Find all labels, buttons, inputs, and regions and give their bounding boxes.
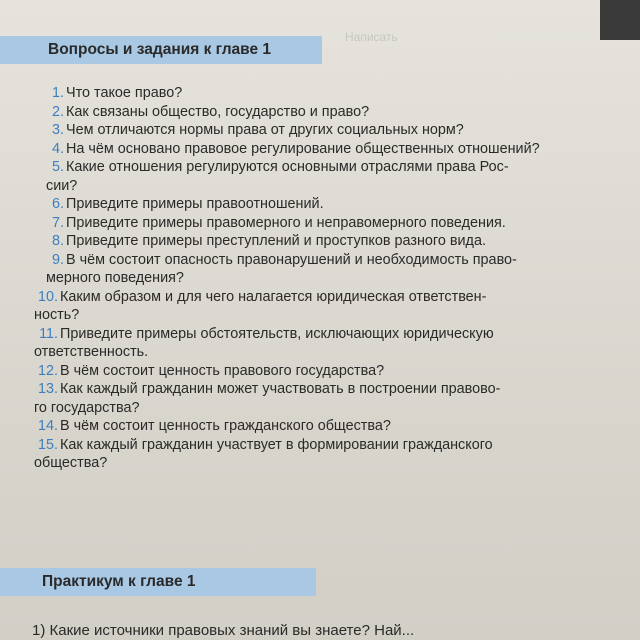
question-item	[0, 325, 640, 344]
question-text-continued: сии?	[46, 177, 78, 194]
question-text: В чём состоит опасность правонарушений и необходимость право-	[66, 251, 517, 268]
question-text: Как каждый гражданин участвует в формировании гражданского	[60, 436, 493, 453]
question-continuation	[0, 306, 640, 325]
question-text: В чём состоит ценность правового государства?	[60, 362, 385, 379]
question-number: 9.	[51, 251, 64, 268]
question-text-continued: ответственность.	[34, 344, 149, 360]
question-text: Как каждый гражданин может участвовать в построении правово-	[60, 381, 501, 397]
question-text: Приведите примеры преступлений и проступков разного вида.	[66, 233, 486, 249]
question-number: 10.	[37, 288, 58, 305]
question-text: Каким образом и для чего налагается юридическая ответствен-	[60, 288, 487, 305]
question-number: 15.	[37, 436, 58, 453]
question-text-continued: мерного поведения?	[46, 270, 184, 286]
question-text-continued: общества?	[34, 455, 108, 471]
question-item	[0, 417, 640, 436]
question-item	[0, 140, 640, 159]
question-text: Приведите примеры правоотношений.	[66, 196, 324, 212]
question-item	[0, 158, 640, 177]
question-text: Приведите примеры правомерного и неправомерного поведения.	[66, 214, 506, 231]
question-number: 13.	[37, 381, 58, 397]
question-text: В чём состоит ценность гражданского общества?	[60, 418, 391, 434]
question-item	[0, 251, 640, 270]
question-item	[0, 103, 640, 122]
question-number: 14.	[37, 418, 58, 434]
question-text-continued: ность?	[34, 307, 80, 323]
question-continuation	[0, 177, 640, 196]
section-header	[0, 36, 322, 64]
question-number: 4.	[51, 140, 64, 157]
section-title: Вопросы и задания к главе 1	[48, 41, 272, 58]
question-number: 2.	[51, 103, 64, 120]
question-item	[0, 436, 640, 455]
question-number: 1.	[51, 85, 64, 101]
question-item	[0, 195, 640, 214]
question-number: 5.	[51, 159, 64, 175]
practicum-header	[0, 568, 316, 596]
question-continuation	[0, 343, 640, 362]
question-text: На чём основано правовое регулирование общественных отношений?	[66, 140, 540, 157]
question-item	[0, 121, 640, 140]
question-continuation	[0, 399, 640, 418]
bleed-through-text: Написать	[345, 30, 398, 44]
practicum-first-task: 1) Какие источники правовых знаний вы знаете? Най...	[32, 622, 415, 639]
question-number: 12.	[37, 362, 58, 379]
question-number: 8.	[51, 233, 64, 249]
question-text: Чем отличаются нормы права от других социальных норм?	[66, 122, 464, 138]
question-item	[0, 232, 640, 251]
question-text-continued: го государства?	[34, 399, 140, 416]
question-continuation	[0, 269, 640, 288]
book-edge	[600, 0, 640, 40]
question-number: 3.	[51, 122, 64, 138]
question-item	[0, 362, 640, 381]
question-text: Какие отношения регулируются основными отраслями права Рос-	[66, 159, 509, 175]
question-continuation	[0, 454, 640, 473]
question-text: Как связаны общество, государство и право?	[66, 103, 370, 120]
question-item	[0, 214, 640, 233]
question-number: 7.	[51, 214, 64, 231]
question-item	[0, 380, 640, 399]
question-number: 6.	[51, 196, 64, 212]
question-item	[0, 288, 640, 307]
question-item	[0, 84, 640, 103]
question-number: 11.	[39, 325, 58, 342]
questions-list	[0, 84, 640, 473]
question-text: Приведите примеры обстоятельств, исключающих юридическую	[60, 325, 494, 342]
practicum-title: Практикум к главе 1	[42, 573, 196, 590]
question-text: Что такое право?	[66, 85, 183, 101]
